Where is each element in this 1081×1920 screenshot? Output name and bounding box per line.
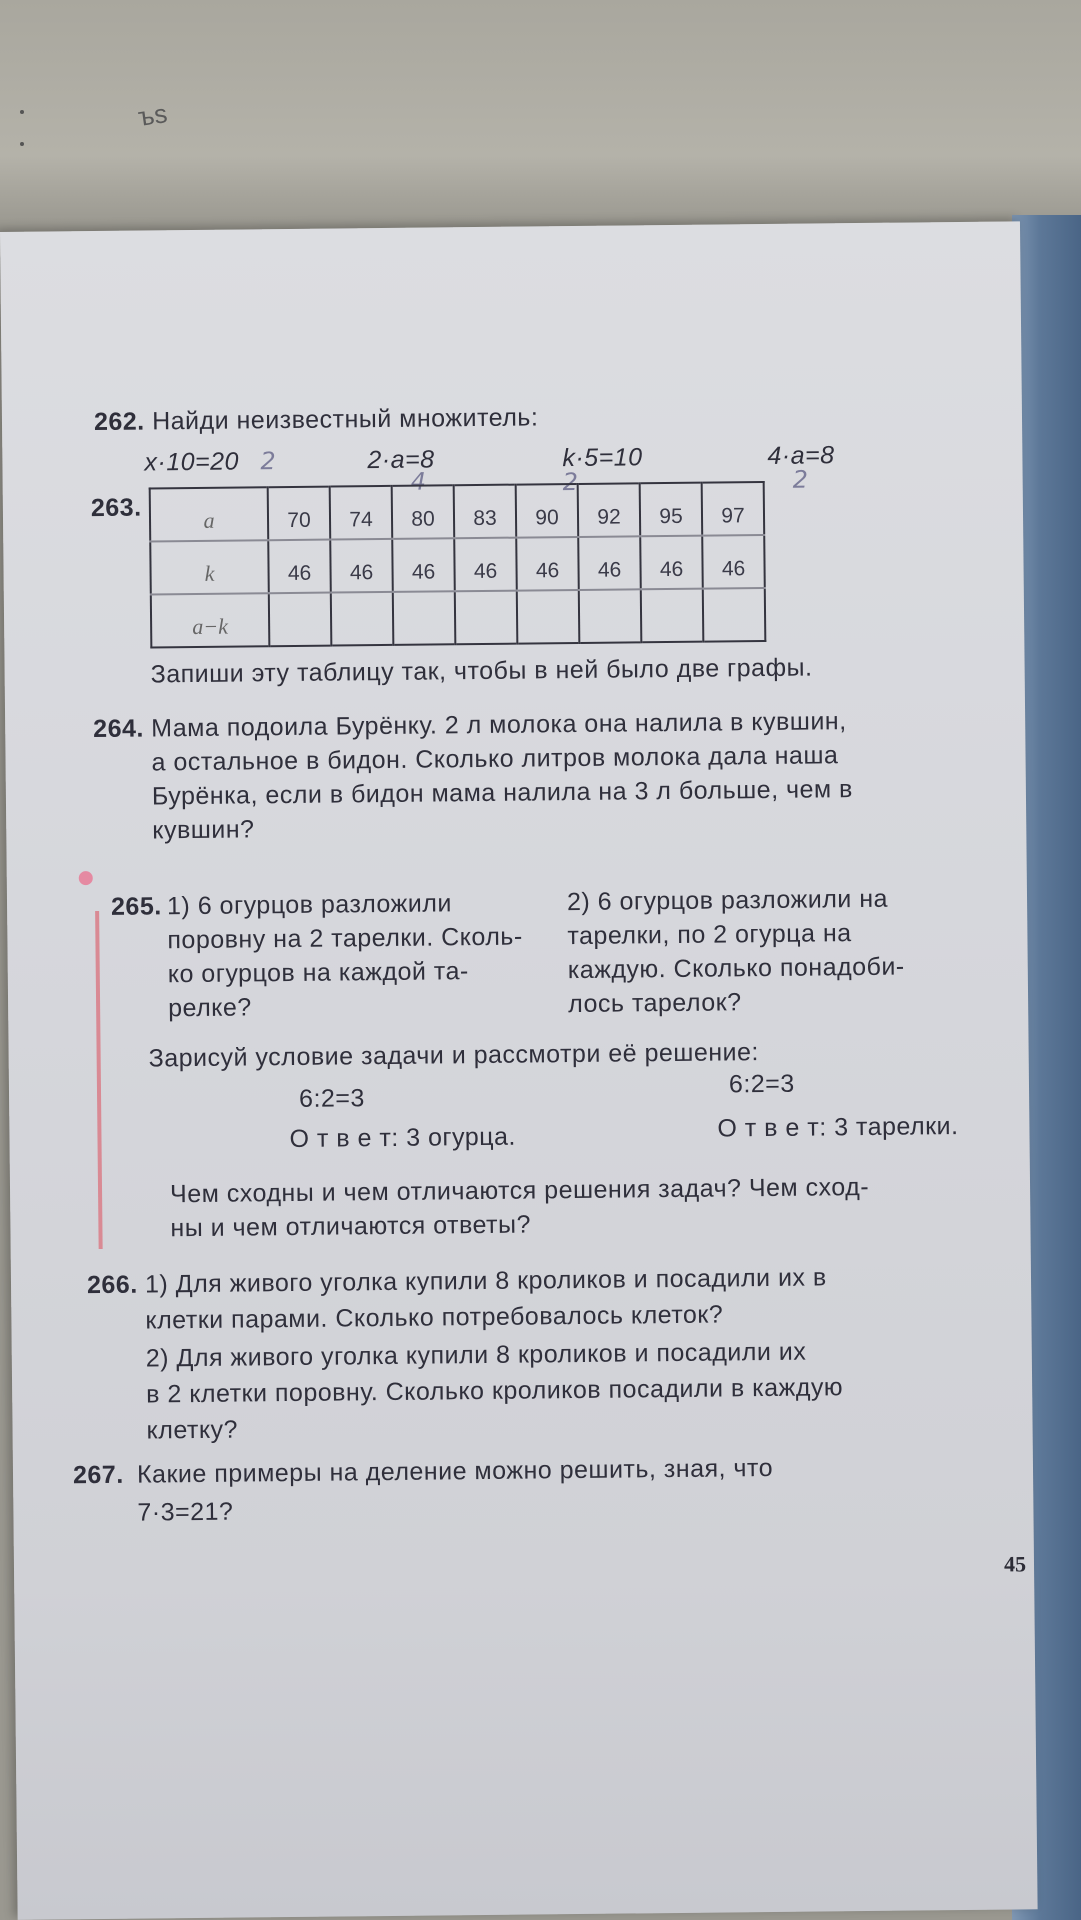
a-cell: 95: [640, 483, 703, 537]
a-cell: 80: [392, 485, 455, 539]
exercise-265-right-line: тарелки, по 2 огурца на: [567, 919, 852, 951]
exercise-264-line: Бурёнка, если в бидон мама налила на 3 л больше, чем в: [151, 775, 854, 811]
exercise-264-line: а остальное в бидон. Сколько литров молока дала наша: [151, 741, 839, 777]
exercise-266-line: в 2 клетки поровну. Сколько кроликов посадили в каждую: [146, 1373, 844, 1409]
background-dots: [20, 110, 26, 150]
row-label-a: a: [150, 487, 269, 541]
exercise-265-left-line: релке?: [167, 993, 252, 1023]
table-row-a-minus-k: [151, 588, 766, 647]
k-cell: 46: [702, 535, 765, 589]
exercise-265-question: Чем сходны и чем отличаются решения задач? Чем сход-: [169, 1172, 870, 1209]
handwritten-answer-3: 2: [562, 467, 579, 497]
k-cell: 46: [392, 538, 455, 592]
exercise-262-number: 262.: [93, 407, 145, 437]
exercise-262-item-3: k·5=10: [562, 443, 643, 473]
exercise-262-title: Найди неизвестный множитель:: [151, 403, 539, 436]
background-scribble: ъs: [135, 98, 170, 132]
exercise-264-line: кувшин?: [152, 815, 255, 845]
exercise-263-table: [149, 481, 767, 648]
row-label-a-minus-k: a−k: [192, 613, 229, 640]
a-cell: 97: [702, 482, 765, 536]
a-cell: 92: [578, 483, 641, 537]
exercise-265-prompt: Зарисуй условие задачи и рассмотри её решение:: [148, 1038, 760, 1073]
a-cell: 90: [516, 484, 579, 538]
exercise-267-number: 267.: [72, 1460, 124, 1490]
exercise-263-note: Запиши эту таблицу так, чтобы в ней было две графы.: [150, 653, 813, 689]
empty-cell: [703, 588, 766, 642]
k-cell: 46: [578, 536, 641, 590]
a-cell: 83: [454, 485, 517, 539]
handwritten-answer-2: 4: [410, 467, 427, 496]
handwritten-answer-4: 2: [792, 465, 809, 494]
exercise-265-number: 265.: [110, 892, 162, 921]
empty-cell: [641, 589, 704, 643]
k-cell: 46: [268, 540, 331, 594]
row-label-k: k: [150, 540, 269, 594]
a-cell: 74: [330, 486, 393, 540]
answer-left: О т в е т: 3 огурца.: [289, 1122, 517, 1154]
k-cell: 46: [516, 537, 579, 591]
equation-left: 6:2=3: [298, 1084, 366, 1113]
empty-cell: [579, 589, 642, 643]
k-cell: 46: [640, 536, 703, 590]
exercise-265-right-line: 2) 6 огурцов разложили на: [566, 884, 889, 917]
background-page: [0, 0, 1081, 260]
exercise-265-right-line: каждую. Сколько понадоби-: [567, 952, 905, 985]
exercise-262-item-4: 4·a=8: [767, 441, 835, 470]
exercise-263-number: 263.: [90, 493, 142, 523]
exercise-265-question: ны и чем отличаются ответы?: [170, 1210, 532, 1243]
empty-cell: [269, 593, 332, 647]
exercise-265-left-line: поровну на 2 тарелки. Сколь-: [167, 922, 523, 955]
exercise-265-left-line: ко огурцов на каждой та-: [167, 957, 469, 989]
handwritten-answer-1: 2: [260, 447, 276, 476]
page-number: 45: [1003, 1551, 1027, 1577]
table-row-a: [150, 482, 765, 541]
empty-cell: [331, 592, 394, 646]
exercise-266-line: 2) Для живого уголка купили 8 кроликов и посадили их: [145, 1337, 807, 1373]
exercise-262-item-2: 2·a=8: [367, 445, 435, 475]
exercise-264-number: 264.: [93, 714, 145, 744]
equation-right: 6:2=3: [728, 1069, 795, 1099]
exercise-266-number: 266.: [86, 1270, 138, 1300]
exercise-265-left-line: 1) 6 огурцов разложили: [166, 889, 452, 921]
empty-cell: [517, 590, 580, 644]
exercise-266-line: клетки парами. Сколько потребовалось клеток?: [145, 1300, 724, 1335]
exercise-267-line: Какие примеры на деление можно решить, зная, что: [136, 1453, 774, 1489]
textbook-page: [0, 221, 1038, 1920]
answer-right: О т в е т: 3 тарелки.: [717, 1112, 959, 1143]
empty-cell: [393, 591, 456, 645]
exercise-267-line: 7·3=21?: [137, 1497, 234, 1527]
empty-cell: [455, 591, 518, 645]
a-cell: 70: [268, 487, 331, 541]
exercise-262-item-1: x·10=20: [144, 447, 240, 477]
red-dot-mark: [79, 871, 93, 885]
k-cell: 46: [454, 538, 517, 592]
exercise-262-header: [94, 403, 539, 437]
exercise-265-right-line: лось тарелок?: [567, 988, 742, 1019]
exercise-264-line: Мама подоила Бурёнку. 2 л молока она налила в кувшин,: [151, 707, 847, 743]
table-row-k: [150, 535, 765, 594]
exercise-266-line: 1) Для живого уголка купили 8 кроликов и посадили их в: [144, 1263, 827, 1299]
k-cell: 46: [330, 539, 393, 593]
red-margin-line: [95, 911, 103, 1249]
exercise-266-line: клетку?: [146, 1415, 239, 1445]
